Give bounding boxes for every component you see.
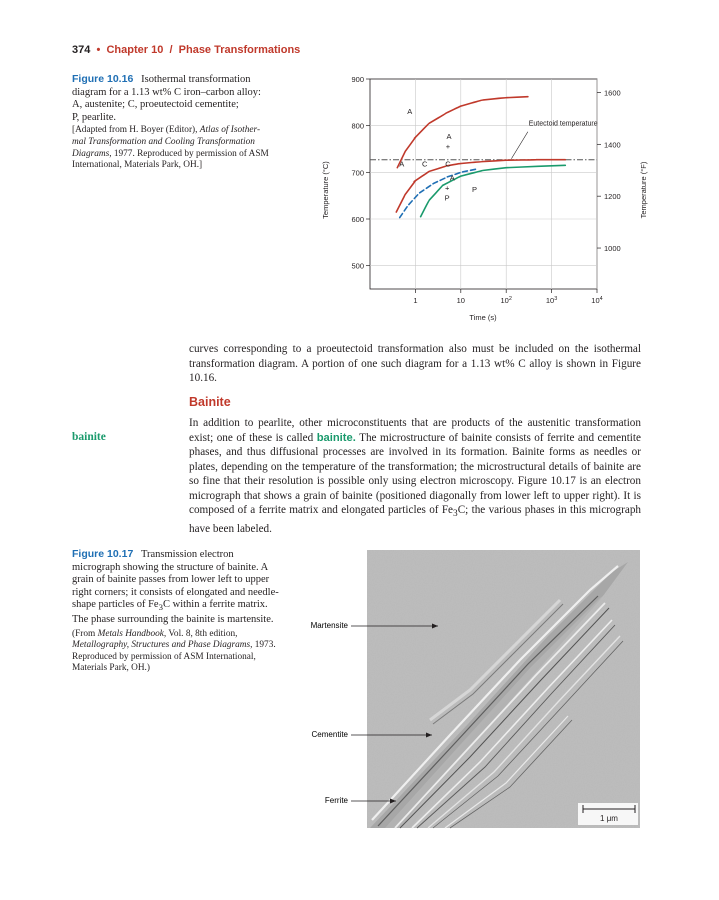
- subscript: 3: [453, 509, 458, 520]
- source-title: Atlas of Isother-: [199, 125, 261, 136]
- key-term-bainite: bainite.: [316, 431, 356, 444]
- chart-labels: [399, 107, 598, 202]
- region-label: C: [445, 159, 451, 169]
- region-label: A: [399, 159, 405, 169]
- chart-ticks: [351, 75, 620, 305]
- x-tick-label: 10: [456, 296, 465, 305]
- figure-10-17-label: Figure 10.17: [72, 548, 134, 560]
- plot-frame: [370, 79, 597, 289]
- curve-pearlite-finish: [421, 165, 566, 216]
- region-label: +: [444, 183, 450, 193]
- caption-line: Isothermal transformation: [141, 74, 251, 85]
- label-ferrite: Ferrite: [324, 796, 348, 805]
- caption-line: diagram for a 1.13 wt% C iron–carbon alloy:: [72, 86, 261, 98]
- x-tick-label: $10^4$: [591, 296, 603, 305]
- text-run: In addition to pearlite, other microconstituents that are products of the austenitic transformation exist; one of these is called: [189, 417, 641, 444]
- y-tick-label: 700: [351, 168, 364, 178]
- figure-10-16-label: Figure 10.16: [72, 73, 134, 85]
- curve-50-completion: [400, 169, 477, 218]
- caption-text: Transmission electron micrograph showing the structure of bainite. A grain of bainite passes from lower left to upper right corners; it consists of elongated and needle-shape particles of Fe: [72, 549, 279, 611]
- source-title: Metals Handbook,: [97, 628, 167, 639]
- y-tick-label: 800: [351, 121, 364, 131]
- chart-grid: [370, 79, 597, 289]
- region-label: A: [407, 107, 413, 116]
- source-text: International, Materials Park, OH.]: [72, 160, 203, 171]
- subscript: 3: [158, 602, 163, 613]
- caption-text: C within a ferrite matrix. The phase surrounding the bainite is martensite.: [72, 599, 274, 626]
- label-martensite: Martensite: [310, 621, 348, 630]
- source-text: 1977. Reproduced by permission of ASM: [111, 148, 269, 159]
- caption-line: P, pearlite.: [72, 111, 117, 123]
- region-label: P: [444, 193, 450, 203]
- source-title: Diagrams,: [72, 148, 112, 159]
- region-label: P: [471, 184, 477, 194]
- running-header: [72, 44, 300, 56]
- chapter-title: Phase Transformations: [178, 44, 301, 56]
- y-tick-label: 900: [351, 75, 364, 84]
- bainite-paragraph: [189, 416, 641, 536]
- source-text: [Adapted from H. Boyer (Editor),: [72, 125, 200, 136]
- figure-10-16-caption: [72, 73, 297, 172]
- scale-bar: [578, 803, 638, 825]
- x-axis-label: Time (s): [469, 313, 497, 322]
- text-run: The microstructure of bainite consists of ferrite and cementite phases, and thus diffusional processes are involved in its formation. Bainite forms as needles or plates, depending on the temperature of the transformation; the microstructural details of bainite are so fine that their resolution is possible only using electron microscopy. Figure 10.17 is an electron micrograph that shows a grain of bainite (positioned diagonally from lower left to upper right). It is composed of a ferrite matrix and elongated particles of Fe: [189, 431, 641, 516]
- source-title: Metallography, Structures and Phase Diagrams,: [72, 640, 253, 651]
- page-number: 374: [72, 44, 91, 56]
- curve-proeutectoid-cementite-start: [397, 97, 528, 168]
- eutectoid-leader: [511, 132, 527, 159]
- y2-tick-label: 1600: [604, 88, 621, 98]
- x-tick-label: $10^2$: [500, 296, 512, 305]
- chart-series: [370, 97, 597, 218]
- y-axis-label: Temperature (°C): [321, 161, 330, 219]
- y-tick-label: 500: [351, 261, 364, 271]
- paragraph-text: curves corresponding to a proeutectoid transformation also must be included on the isothermal transformation diagram. A portion of one such diagram for a 1.13 wt% C alloy is shown in Figure 10.16.: [189, 343, 641, 384]
- y2-tick-label: 1200: [604, 192, 621, 202]
- figure-10-17-caption: [72, 548, 284, 675]
- source-text: 1973. Reproduced by permission of ASM International, Materials Park, OH.): [72, 640, 276, 674]
- source-text: (From: [72, 628, 98, 639]
- label-cementite: Cementite: [311, 730, 348, 739]
- x-tick-label: 1: [413, 296, 418, 305]
- source-title: mal Transformation and Cooling Transformation: [72, 136, 255, 147]
- caption-line: A, austenite; C, proeutectoid cementite;: [72, 99, 239, 111]
- y2-axis-label: Temperature (°F): [639, 161, 648, 219]
- text-run: C; the various phases in this micrograph have been labeled.: [189, 504, 642, 535]
- scale-bar-label: 1 μm: [600, 814, 618, 823]
- header-slash: /: [169, 44, 173, 56]
- body-paragraph-1: [189, 342, 641, 386]
- eutectoid-label: Eutectoid temperature: [528, 120, 598, 128]
- source-text: Vol. 8, 8th edition,: [166, 628, 238, 639]
- margin-glossary-term: bainite: [72, 431, 106, 443]
- header-bullet: •: [96, 44, 101, 56]
- region-label: A: [449, 173, 455, 183]
- section-heading: Bainite: [189, 395, 231, 409]
- bainite-micrograph: [300, 548, 645, 833]
- y-tick-label: 600: [351, 215, 364, 224]
- isothermal-transformation-chart: [300, 70, 660, 330]
- chapter-label: Chapter 10: [106, 44, 164, 56]
- y2-tick-label: 1400: [604, 140, 621, 150]
- x-tick-label: $10^3$: [545, 296, 558, 305]
- figure-10-16-source: [72, 125, 297, 171]
- region-label: A: [446, 132, 452, 142]
- y2-tick-label: 1000: [604, 244, 621, 254]
- region-label: +: [445, 142, 451, 151]
- figure-10-17-source: [72, 629, 284, 675]
- paragraph-text: [189, 416, 641, 536]
- region-label: C: [421, 159, 428, 169]
